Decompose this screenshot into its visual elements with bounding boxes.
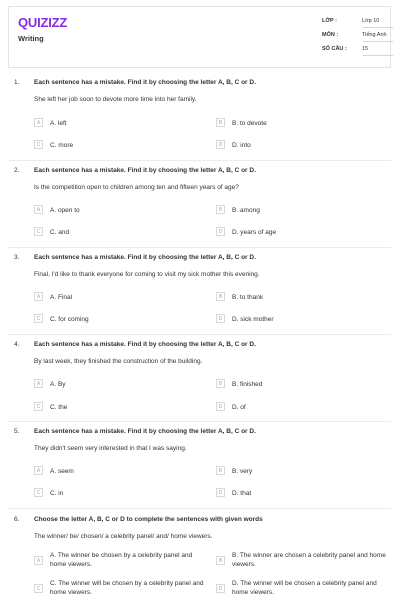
option-letter-box: B bbox=[216, 118, 225, 127]
meta-count-underline bbox=[363, 55, 393, 56]
option-letter-box: D bbox=[216, 140, 225, 149]
question-number: 4. bbox=[14, 341, 20, 348]
question-instruction: Choose the letter A, B, C or D to complete the sentences with given words bbox=[34, 516, 263, 523]
meta-subject-value: Tiếng Anh bbox=[362, 32, 387, 38]
option-text: B. among bbox=[232, 207, 260, 214]
question-instruction: Each sentence has a mistake. Find it by choosing the letter A, B, C or D. bbox=[34, 341, 256, 348]
worksheet-title: Writing bbox=[18, 34, 44, 43]
option-letter-box: B bbox=[216, 379, 225, 388]
option-letter-box: A bbox=[34, 292, 43, 301]
meta-class bbox=[322, 18, 379, 24]
option-letter-box: B bbox=[216, 556, 225, 565]
option-text: A. left bbox=[50, 120, 67, 127]
quizizz-logo: QUIZIZZ bbox=[18, 15, 68, 30]
option-text: D. into bbox=[232, 142, 251, 149]
option-text: D. The winner will be chosen a celebrity panel and home viewers. bbox=[232, 580, 377, 596]
meta-subject-label: MÔN : bbox=[322, 32, 339, 38]
option-letter-box: A bbox=[34, 205, 43, 214]
question-divider bbox=[8, 421, 391, 422]
option-letter-box: A bbox=[34, 379, 43, 388]
option-letter-box: C bbox=[34, 314, 43, 323]
option-letter-box: D bbox=[216, 402, 225, 411]
question-text: They didn't seem very interested in that I was saying. bbox=[34, 445, 187, 452]
question-instruction: Each sentence has a mistake. Find it by choosing the letter A, B, C or D. bbox=[34, 254, 256, 261]
option-text: A. By bbox=[50, 381, 66, 388]
worksheet-header bbox=[8, 6, 391, 68]
option-text: D. that bbox=[232, 490, 252, 497]
meta-count bbox=[322, 46, 368, 52]
option-text: A. The winner be chosen by a celebrity panel and home viewers. bbox=[50, 552, 193, 568]
option-text: B. The winner are chosen a celebrity panel and home viewers. bbox=[232, 552, 386, 568]
option-text: C. the bbox=[50, 404, 68, 411]
option-text: C. and bbox=[50, 229, 70, 236]
meta-count-label: SỐ CÂU : bbox=[322, 46, 347, 52]
option-text: D. years of age bbox=[232, 229, 277, 236]
option-text: B. very bbox=[232, 468, 253, 475]
question-number: 2. bbox=[14, 167, 20, 174]
option-text: B. to devote bbox=[232, 120, 267, 127]
option-letter-box: D bbox=[216, 227, 225, 236]
question-divider bbox=[8, 334, 391, 335]
question-text: Is the competition open to children among ten and fifteen years of age? bbox=[34, 184, 239, 191]
option-letter-box: C bbox=[34, 402, 43, 411]
option-text: C. more bbox=[50, 142, 74, 149]
question-text: By last week, they finished the construction of the building. bbox=[34, 358, 203, 365]
option-letter-box: C bbox=[34, 584, 43, 593]
option-letter-box: A bbox=[34, 556, 43, 565]
question-divider bbox=[8, 247, 391, 248]
question-number: 6. bbox=[14, 516, 20, 523]
question-divider bbox=[8, 508, 391, 509]
option-letter-box: C bbox=[34, 488, 43, 497]
option-text: A. seem bbox=[50, 468, 74, 475]
question-instruction: Each sentence has a mistake. Find it by choosing the letter A, B, C or D. bbox=[34, 167, 256, 174]
question-text: The winner/ be/ chosen/ a celebrity panel/ and/ home viewers. bbox=[34, 533, 213, 540]
meta-count-value: 15 bbox=[362, 46, 369, 52]
option-text: C. for coming bbox=[50, 316, 89, 323]
question-number: 5. bbox=[14, 428, 20, 435]
question-number: 3. bbox=[14, 254, 20, 261]
question-number: 1. bbox=[14, 79, 20, 86]
option-text: C. in bbox=[50, 490, 64, 497]
question-text: Final, I'd like to thank everyone for coming to visit my sick mother this evening. bbox=[34, 271, 260, 278]
option-text: D. of bbox=[232, 404, 246, 411]
option-text: D. sick mother bbox=[232, 316, 274, 323]
option-text: A. open to bbox=[50, 207, 80, 214]
meta-subject-underline bbox=[363, 41, 393, 42]
option-letter-box: B bbox=[216, 466, 225, 475]
question-text: She left her job soon to devote more time into her family. bbox=[34, 96, 197, 103]
option-letter-box: A bbox=[34, 466, 43, 475]
option-text: B. finished bbox=[232, 381, 263, 388]
option-letter-box: C bbox=[34, 140, 43, 149]
question-divider bbox=[8, 160, 391, 161]
option-letter-box: B bbox=[216, 205, 225, 214]
option-letter-box: C bbox=[34, 227, 43, 236]
option-text: C. The winner will be chosen by a celebrity panel and home viewers. bbox=[50, 580, 204, 596]
option-letter-box: B bbox=[216, 292, 225, 301]
option-letter-box: A bbox=[34, 118, 43, 127]
meta-class-label: LỚP : bbox=[322, 18, 337, 24]
option-letter-box: D bbox=[216, 488, 225, 497]
option-letter-box: D bbox=[216, 584, 225, 593]
option-letter-box: D bbox=[216, 314, 225, 323]
meta-class-underline bbox=[363, 27, 393, 28]
option-text: A. Final bbox=[50, 294, 73, 301]
meta-subject bbox=[322, 32, 387, 38]
question-instruction: Each sentence has a mistake. Find it by choosing the letter A, B, C or D. bbox=[34, 79, 256, 86]
meta-class-value: Lớp 10 bbox=[362, 18, 380, 24]
question-instruction: Each sentence has a mistake. Find it by choosing the letter A, B, C or D. bbox=[34, 428, 256, 435]
option-text: B. to thank bbox=[232, 294, 264, 301]
